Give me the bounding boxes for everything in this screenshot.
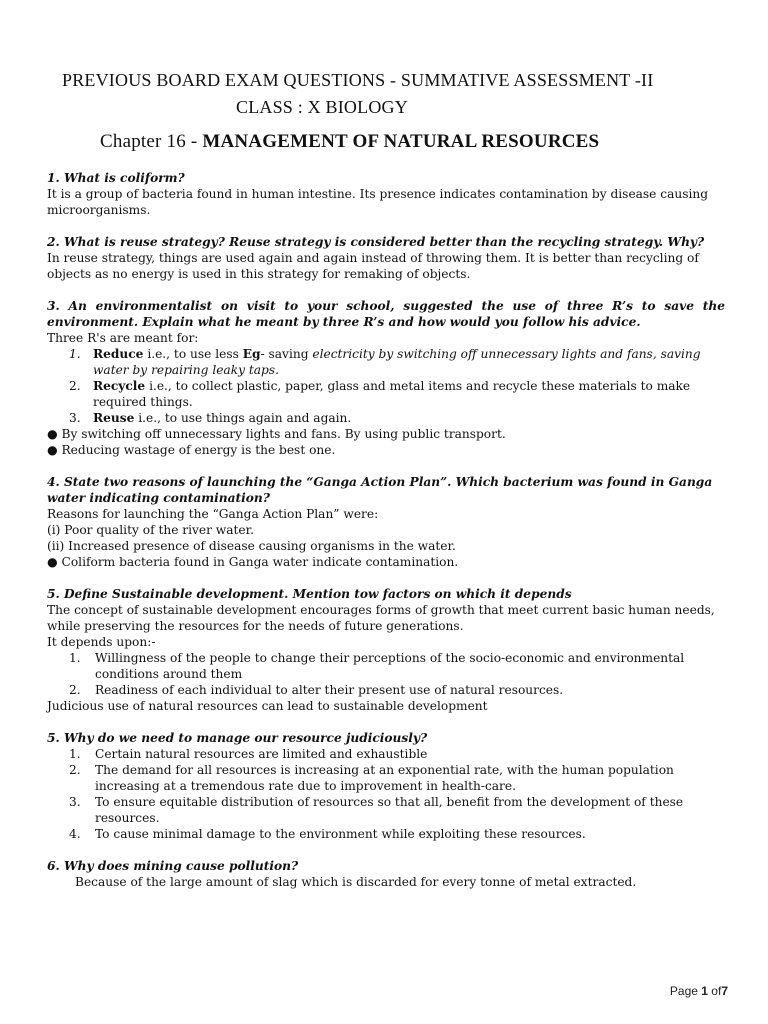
list-text: To cause minimal damage to the environment while exploiting these resources.	[95, 827, 586, 841]
chapter-title: MANAGEMENT OF NATURAL RESOURCES	[202, 131, 600, 152]
list-item	[47, 746, 725, 762]
question-section-2	[47, 234, 725, 282]
class-subject-line: CLASS : X BIOLOGY	[236, 97, 408, 117]
list-number: 3.	[69, 411, 81, 425]
list-text: Certain natural resources are limited and exhaustible	[95, 747, 428, 761]
list-number: 1.	[69, 347, 81, 361]
list-number: 4.	[69, 827, 81, 841]
list-text: i.e., to use less	[143, 347, 243, 361]
list-item	[47, 794, 725, 826]
question-heading: 2. What is reuse strategy? Reuse strategy is considered better than the recycling strategy. Why?	[47, 235, 705, 249]
exam-header-title: PREVIOUS BOARD EXAM QUESTIONS - SUMMATIVE ASSESSMENT -II	[62, 70, 654, 90]
list-item	[47, 762, 725, 794]
page-label: Page	[669, 984, 702, 998]
answer-text: It is a group of bacteria found in human intestine. Its presence indicates contamination by disease causing microorganisms.	[47, 187, 709, 217]
list-number: 3.	[69, 795, 81, 809]
question-heading: 1. What is coliform?	[47, 171, 185, 185]
question-section-3	[47, 298, 725, 458]
list-italic-text: electricity by switching off unnecessary lights and fans, saving water by repairing leaky taps.	[93, 347, 701, 377]
list-item	[47, 346, 725, 378]
list-text: Readiness of each individual to alter their present use of natural resources.	[95, 683, 564, 697]
list-text: To ensure equitable distribution of resources so that all, benefit from the development of these resources.	[95, 795, 684, 825]
answer-intro: Three R's are meant for:	[47, 331, 199, 345]
three-rs-list	[47, 346, 725, 426]
reasons-list	[47, 746, 725, 842]
factors-list	[47, 650, 725, 698]
answer-line: (ii) Increased presence of disease causing organisms in the water.	[47, 539, 456, 553]
question-section-4	[47, 474, 725, 570]
list-item	[47, 682, 725, 698]
bullet-line: ● Coliform bacteria found in Ganga water indicate contamination.	[47, 555, 459, 569]
list-number: 2.	[69, 763, 81, 777]
chapter-prefix: Chapter 16 -	[100, 131, 203, 152]
list-term-eg: Eg	[242, 347, 261, 361]
question-heading: 4. State two reasons of launching the “Ganga Action Plan”. Which bacterium was found in Ganga water indicating contamination?	[47, 475, 713, 505]
list-number: 2.	[69, 379, 81, 393]
answer-line: (i) Poor quality of the river water.	[47, 523, 254, 537]
list-term: Reuse	[93, 411, 135, 425]
question-section-1	[47, 170, 725, 218]
conclusion-text: Judicious use of natural resources can lead to sustainable development	[47, 699, 488, 713]
list-item	[47, 826, 725, 842]
list-number: 1.	[69, 651, 81, 665]
question-section-7	[47, 858, 725, 890]
list-term: Recycle	[93, 379, 146, 393]
list-text: The demand for all resources is increasing at an exponential rate, with the human population increasing at a tremendous rate due to improvement in health-care.	[95, 763, 674, 793]
answer-intro: Reasons for launching the “Ganga Action Plan” were:	[47, 507, 379, 521]
list-number: 2.	[69, 683, 81, 697]
question-section-5	[47, 586, 725, 714]
list-term: Reduce	[93, 347, 144, 361]
question-heading: 3. An environmentalist on visit to your school, suggested the use of three R’s to save the environment. Explain what he meant by three R’s and how would you follow his advice.	[47, 299, 725, 329]
page-of-label: of	[707, 984, 722, 998]
list-text: - saving	[260, 347, 313, 361]
answer-text: Because of the large amount of slag which is discarded for every tonne of metal extracted.	[75, 875, 637, 889]
bullet-line: ● By switching off unnecessary lights and fans. By using public transport.	[47, 427, 506, 441]
list-item	[47, 410, 725, 426]
question-section-6	[47, 730, 725, 842]
page-number: 1	[701, 984, 708, 998]
question-heading: 6. Why does mining cause pollution?	[47, 859, 299, 873]
question-heading: 5. Why do we need to manage our resource judiciously?	[47, 731, 428, 745]
bullet-line: ● Reducing wastage of energy is the best one.	[47, 443, 336, 457]
answer-intro: It depends upon:-	[47, 635, 156, 649]
answer-text: The concept of sustainable development encourages forms of growth that meet current basic human needs, while preserving the resources for the needs of future generations.	[47, 603, 715, 633]
document-body	[47, 170, 725, 906]
list-text: i.e., to collect plastic, paper, glass and metal items and recycle these materials to make required things.	[93, 379, 691, 409]
page-total: 7	[721, 984, 728, 998]
list-item	[47, 378, 725, 410]
question-heading: 5. Define Sustainable development. Mention tow factors on which it depends	[47, 587, 572, 601]
chapter-heading	[100, 131, 768, 153]
answer-text: In reuse strategy, things are used again and again instead of throwing them. It is better than recycling of objects as no energy is used in this strategy for remaking of objects.	[47, 251, 699, 281]
page-footer	[670, 984, 728, 998]
list-number: 1.	[69, 747, 81, 761]
list-text: i.e., to use things again and again.	[134, 411, 352, 425]
list-text: Willingness of the people to change their perceptions of the socio-economic and environmental conditions around them	[95, 651, 685, 681]
list-item	[47, 650, 725, 682]
